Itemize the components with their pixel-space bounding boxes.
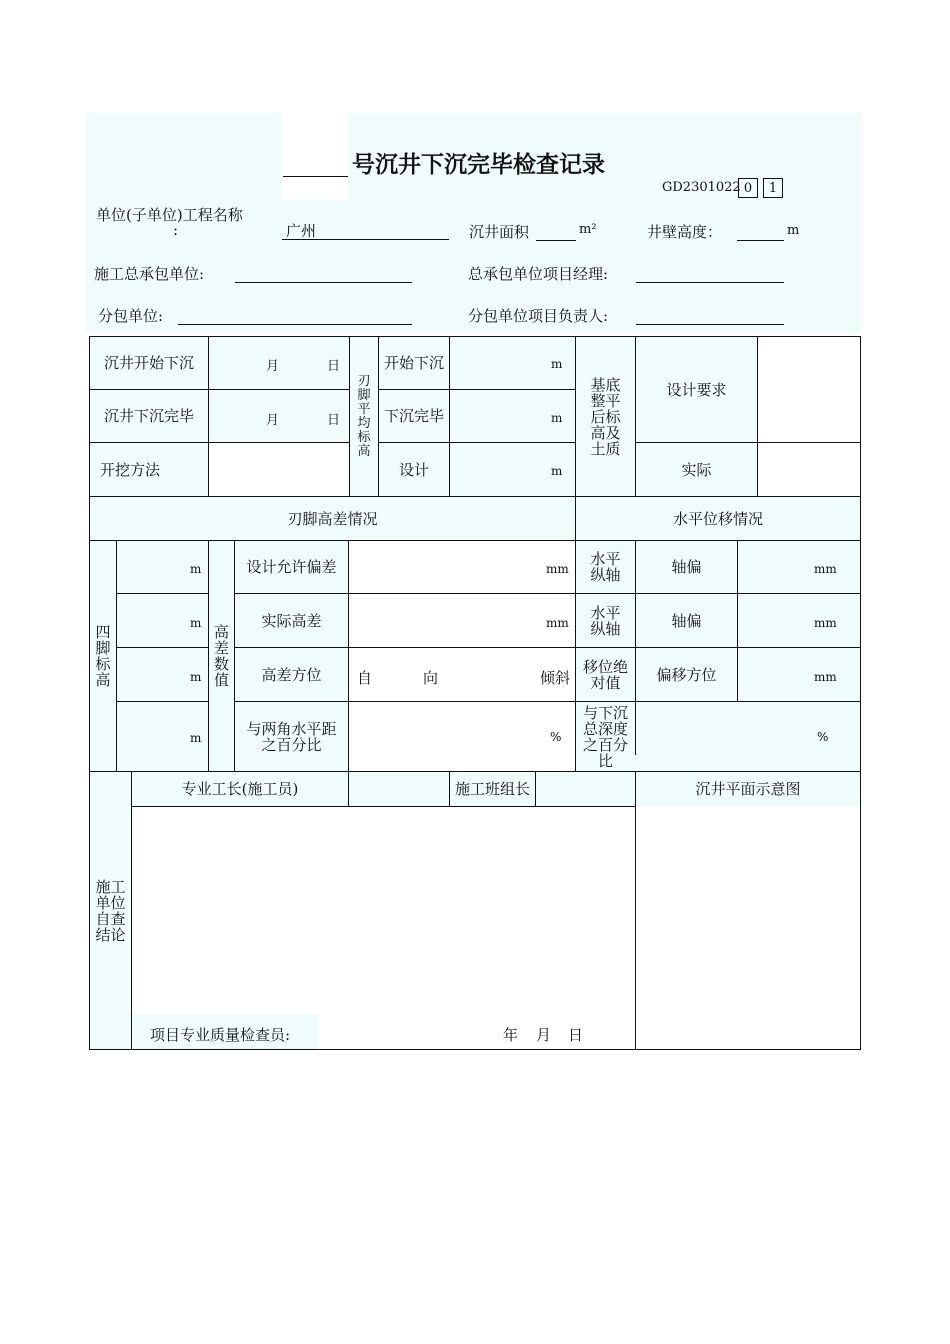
sign-year: 年 <box>503 1026 519 1044</box>
sub-manager-label: 分包单位项目负责人: <box>468 307 609 325</box>
excavation-method-label: 开挖方法 <box>99 460 160 479</box>
to-label: 向 <box>423 669 439 687</box>
subcontractor-field[interactable] <box>178 304 412 325</box>
form-code-box-2: 1 <box>763 178 783 198</box>
project-name-value: 广州 <box>286 222 317 240</box>
blade-diff-title: 刃脚高差情况 <box>287 509 378 528</box>
foreman-field[interactable] <box>349 772 449 806</box>
shaft-area-unit: m² <box>579 222 597 237</box>
design-label: 设计 <box>398 460 429 479</box>
four-leg-elev-label: 四脚标高 <box>95 623 111 689</box>
sub-manager-field[interactable] <box>636 304 784 325</box>
gc-manager-field[interactable] <box>636 262 784 283</box>
sign-month: 月 <box>536 1026 552 1044</box>
actual-diff-unit: mm <box>546 616 569 630</box>
horiz-vert-axis-1: 水平纵轴 <box>590 550 621 584</box>
offset-dir-unit: mm <box>814 670 837 684</box>
horiz-disp-title: 水平位移情况 <box>672 509 763 528</box>
plan-sketch-area[interactable] <box>636 807 860 1049</box>
foreman-label: 专业工长(施工员) <box>181 780 299 798</box>
actual-diff-label: 实际高差 <box>261 611 322 630</box>
team-leader-label: 施工班组长 <box>454 780 530 798</box>
project-name-label-colon: : <box>173 221 179 239</box>
self-check-conclusion-field[interactable] <box>132 807 635 1012</box>
form-code-box-1: 0 <box>738 178 758 198</box>
ratio-depth-unit: % <box>817 730 829 744</box>
allow-dev-unit: mm <box>546 562 569 576</box>
allow-dev-label: 设计允许偏差 <box>246 558 337 576</box>
finish-month: 月 <box>266 413 280 428</box>
design-req-field[interactable] <box>758 337 860 442</box>
page-title: 号沉井下沉完毕检查记录 <box>352 152 605 178</box>
finish-sink-short: 下沉完毕 <box>383 407 444 425</box>
from-label: 自 <box>357 669 373 687</box>
sign-day: 日 <box>568 1026 584 1044</box>
base-level-label: 基底整平后标高及土质 <box>590 375 621 458</box>
start-day: 日 <box>327 359 341 374</box>
project-name-label: 单位(子单位)工程名称 <box>96 206 243 224</box>
ratio-two-corners-label: 与两角水平距之百分比 <box>246 719 337 754</box>
tilt-label: 倾斜 <box>540 669 571 687</box>
leg-2-unit: m <box>190 616 202 630</box>
start-sink-label: 沉井开始下沉 <box>103 354 194 372</box>
shaft-area-label: 沉井面积 <box>469 223 530 241</box>
title-number-blank[interactable] <box>283 152 348 177</box>
subcontractor-label: 分包单位: <box>98 307 164 325</box>
start-month: 月 <box>266 359 280 374</box>
start-sink-short: 开始下沉 <box>383 354 444 372</box>
wall-height-unit: m <box>787 223 800 238</box>
design-req-label: 设计要求 <box>666 380 727 399</box>
offset-dir-label: 偏移方位 <box>656 665 717 684</box>
wall-height-label: 井壁高度： <box>647 223 723 241</box>
form-code: GD2301022 <box>662 180 741 195</box>
blade-avg-elev-label: 刃脚平均标高 <box>357 373 371 459</box>
self-check-label: 施工单位自查结论 <box>95 877 126 944</box>
wall-height-field[interactable] <box>737 220 784 241</box>
general-contractor-field[interactable] <box>235 262 412 283</box>
shaft-area-field[interactable] <box>536 220 576 241</box>
finish-elev-unit: m <box>551 411 563 425</box>
project-name-field[interactable] <box>282 218 449 240</box>
leg-1-unit: m <box>190 562 202 576</box>
design-elev-unit: m <box>551 464 563 478</box>
finish-day: 日 <box>327 413 341 428</box>
finish-sink-label: 沉井下沉完毕 <box>103 407 194 425</box>
actual-field[interactable] <box>758 443 860 496</box>
axis-offset-label-2: 轴偏 <box>671 611 702 630</box>
axis-offset-unit-1: mm <box>814 562 837 576</box>
leg-3-unit: m <box>190 670 202 684</box>
team-leader-field[interactable] <box>536 772 635 806</box>
axis-offset-label-1: 轴偏 <box>671 558 702 576</box>
ratio-two-corners-unit: % <box>550 730 562 744</box>
general-contractor-label: 施工总承包单位: <box>94 265 205 283</box>
diff-value-label: 高差数值 <box>214 623 230 689</box>
ratio-depth-label: 与下沉总深度之百分比 <box>582 703 628 770</box>
plan-sketch-label: 沉井平面示意图 <box>695 780 801 798</box>
inspector-label: 项目专业质量检查员: <box>150 1026 291 1044</box>
horiz-vert-axis-2: 水平纵轴 <box>590 603 621 638</box>
actual-label: 实际 <box>681 460 712 479</box>
leg-4-unit: m <box>190 731 202 745</box>
diff-direction-label: 高差方位 <box>261 665 322 684</box>
axis-offset-unit-2: mm <box>814 616 837 630</box>
gc-manager-label: 总承包单位项目经理: <box>468 265 609 283</box>
start-elev-unit: m <box>551 357 563 371</box>
abs-disp-label: 移位绝对值 <box>582 657 628 692</box>
excavation-method-field[interactable] <box>209 443 349 496</box>
